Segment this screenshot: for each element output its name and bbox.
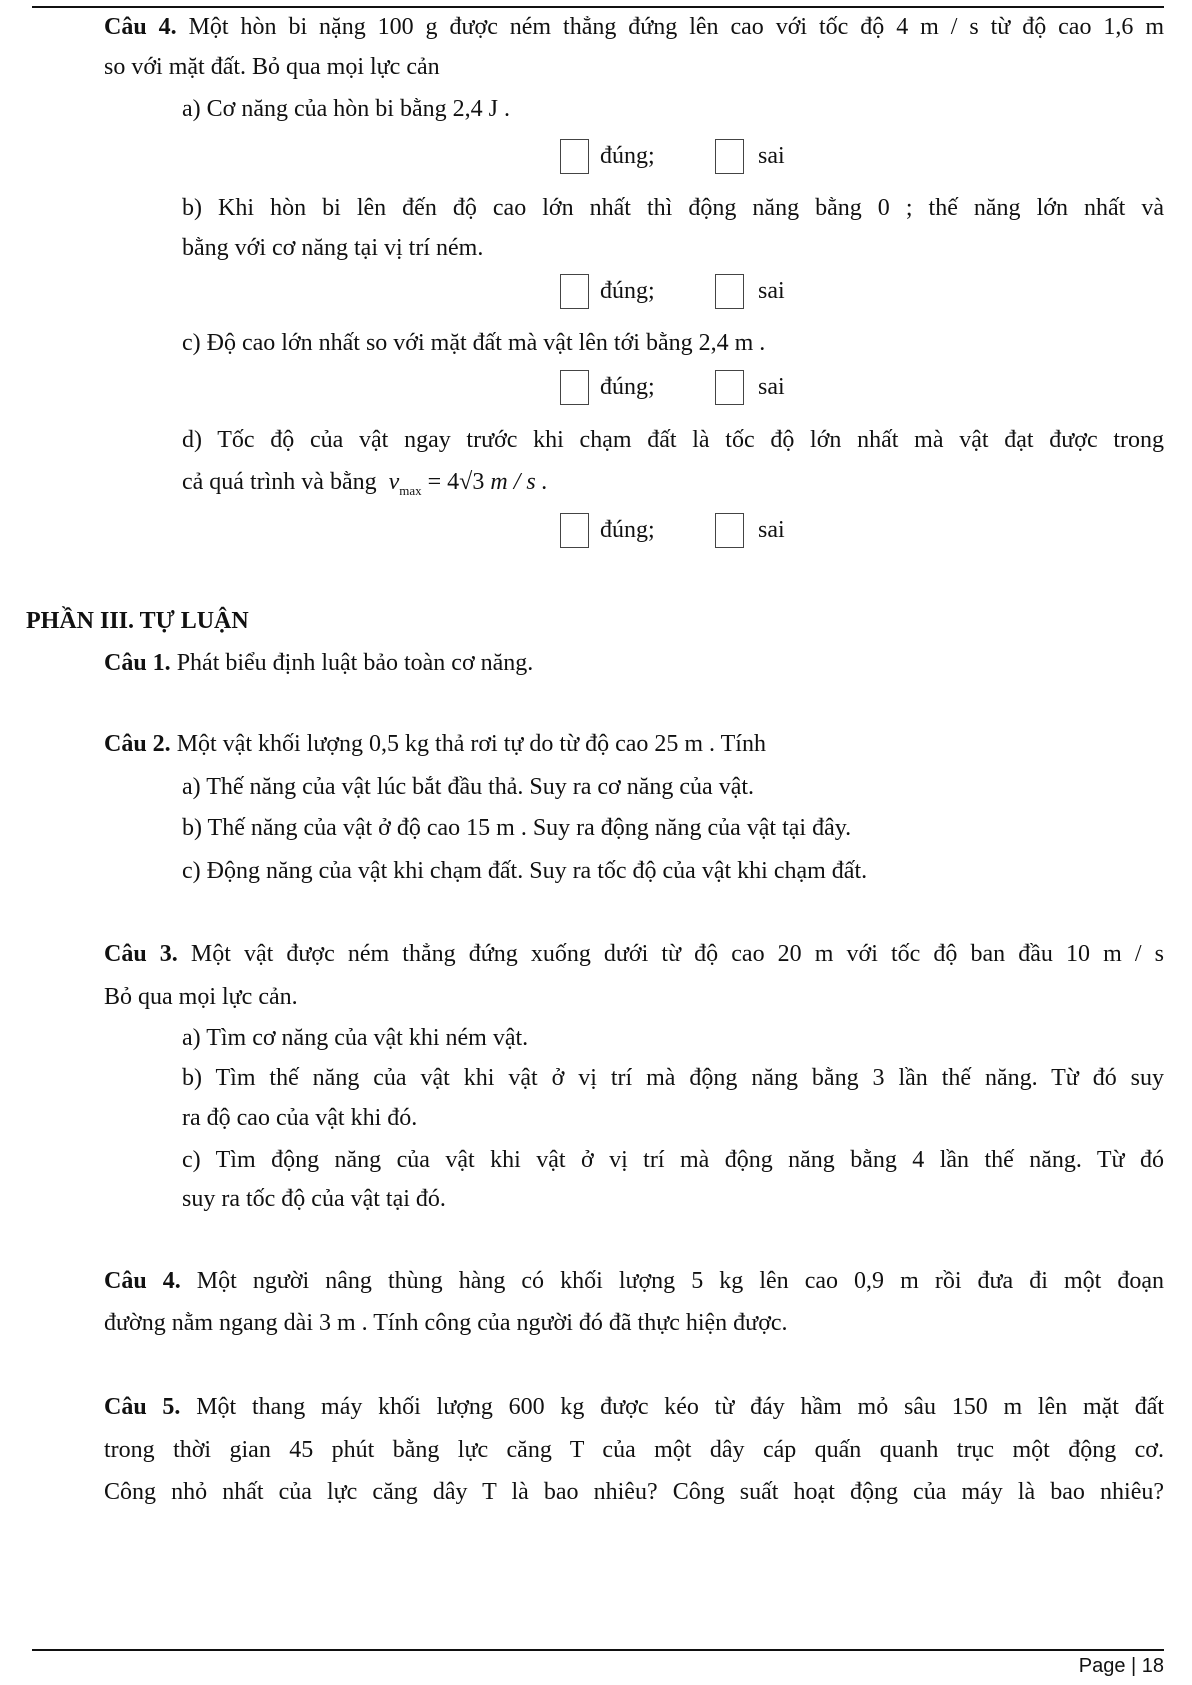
true-checkbox[interactable] <box>560 370 589 405</box>
v-symbol: v <box>388 469 400 495</box>
q4-text-line1 <box>104 12 1164 42</box>
v-value: = 4√3 <box>427 469 485 495</box>
p3-q3-b-line2: ra độ cao của vật khi đó. <box>182 1105 418 1131</box>
false-checkbox[interactable] <box>715 274 744 309</box>
q4-d-line2 <box>182 467 548 506</box>
p3-q5-label: Câu 5. <box>104 1394 181 1420</box>
true-label: đúng; <box>600 517 655 543</box>
footer-rule <box>32 1649 1164 1651</box>
p3-q5-line2: trong thời gian 45 phút bằng lực căng T của một dây cáp quấn quanh trục một động cơ. <box>104 1437 1164 1463</box>
top-rule <box>32 6 1164 8</box>
p3-q5-line3: Công nhỏ nhất của lực căng dây T là bao nhiêu? Công suất hoạt động của máy là bao nhiêu? <box>104 1479 1164 1505</box>
v-unit: m / s . <box>490 469 548 495</box>
false-checkbox[interactable] <box>715 370 744 405</box>
p3-q3-text: Một vật được ném thẳng đứng xuống dưới từ độ cao 20 m với tốc độ ban đầu 10 m / s <box>190 941 1164 967</box>
page-number: Page | 18 <box>1078 1655 1164 1677</box>
false-checkbox[interactable] <box>715 513 744 548</box>
true-checkbox[interactable] <box>560 513 589 548</box>
true-checkbox[interactable] <box>560 274 589 309</box>
p3-q4-line1 <box>104 1266 1164 1296</box>
p3-q3-c-line1: c) Tìm động năng của vật khi vật ở vị trí mà động năng bằng 4 lần thế năng. Từ đó <box>182 1147 1164 1173</box>
p3-q1-label: Câu 1. <box>104 650 171 676</box>
p3-q3-label: Câu 3. <box>104 941 178 967</box>
q4-c: c) Độ cao lớn nhất so với mặt đất mà vật lên tới bằng 2,4 m . <box>182 330 766 356</box>
p3-q5-line1 <box>104 1392 1164 1422</box>
p3-q3-line1 <box>104 939 1164 969</box>
p3-q4-label: Câu 4. <box>104 1268 181 1294</box>
p3-q3-c-line2: suy ra tốc độ của vật tại đó. <box>182 1186 446 1212</box>
q4-a: a) Cơ năng của hòn bi bằng 2,4 J . <box>182 96 510 122</box>
p3-q2-label: Câu 2. <box>104 731 171 757</box>
q4-d-text: cả quá trình và bằng <box>182 469 377 495</box>
true-label: đúng; <box>600 143 655 169</box>
q4-b-line1: b) Khi hòn bi lên đến độ cao lớn nhất thì động năng bằng 0 ; thế năng lớn nhất và <box>182 195 1164 221</box>
q4-text-line2: so với mặt đất. Bỏ qua mọi lực cản <box>104 54 440 80</box>
p3-q2 <box>104 729 766 759</box>
p3-q3-b-line1: b) Tìm thế năng của vật khi vật ở vị trí mà động năng bằng 3 lần thế năng. Từ đó suy <box>182 1065 1164 1091</box>
false-label: sai <box>758 517 785 543</box>
q4-label: Câu 4. <box>104 14 177 40</box>
p3-q2-c: c) Động năng của vật khi chạm đất. Suy ra tốc độ của vật khi chạm đất. <box>182 858 868 884</box>
q4-d-line1: d) Tốc độ của vật ngay trước khi chạm đất là tốc độ lớn nhất mà vật đạt được trong <box>182 427 1164 453</box>
false-label: sai <box>758 278 785 304</box>
true-label: đúng; <box>600 374 655 400</box>
p3-q3-a: a) Tìm cơ năng của vật khi ném vật. <box>182 1025 529 1051</box>
p3-q2-b: b) Thế năng của vật ở độ cao 15 m . Suy ra động năng của vật tại đây. <box>182 815 852 841</box>
q4-text: Một hòn bi nặng 100 g được ném thẳng đứng lên cao với tốc độ 4 m / s từ độ cao 1,6 m <box>188 14 1164 40</box>
true-checkbox[interactable] <box>560 139 589 174</box>
p3-q5-text: Một thang máy khối lượng 600 kg được kéo từ đáy hầm mỏ sâu 150 m lên mặt đất <box>196 1394 1165 1420</box>
true-label: đúng; <box>600 278 655 304</box>
q4-b-line2: bằng với cơ năng tại vị trí ném. <box>182 235 484 261</box>
p3-q3-line2: Bỏ qua mọi lực cản. <box>104 984 298 1010</box>
p3-q2-a: a) Thế năng của vật lúc bắt đầu thả. Suy ra cơ năng của vật. <box>182 774 755 800</box>
p3-q1 <box>104 648 533 678</box>
false-checkbox[interactable] <box>715 139 744 174</box>
p3-q4-text: Một người nâng thùng hàng có khối lượng 5 kg lên cao 0,9 m rồi đưa đi một đoạn <box>196 1268 1165 1294</box>
part3-title: PHẦN III. TỰ LUẬN <box>26 608 249 634</box>
max-subscript: max <box>399 482 422 498</box>
p3-q4-line2: đường nằm ngang dài 3 m . Tính công của người đó đã thực hiện được. <box>104 1310 788 1336</box>
false-label: sai <box>758 143 785 169</box>
p3-q1-text: Phát biểu định luật bảo toàn cơ năng. <box>176 650 534 676</box>
false-label: sai <box>758 374 785 400</box>
p3-q2-text: Một vật khối lượng 0,5 kg thả rơi tự do từ độ cao 25 m . Tính <box>176 731 766 757</box>
